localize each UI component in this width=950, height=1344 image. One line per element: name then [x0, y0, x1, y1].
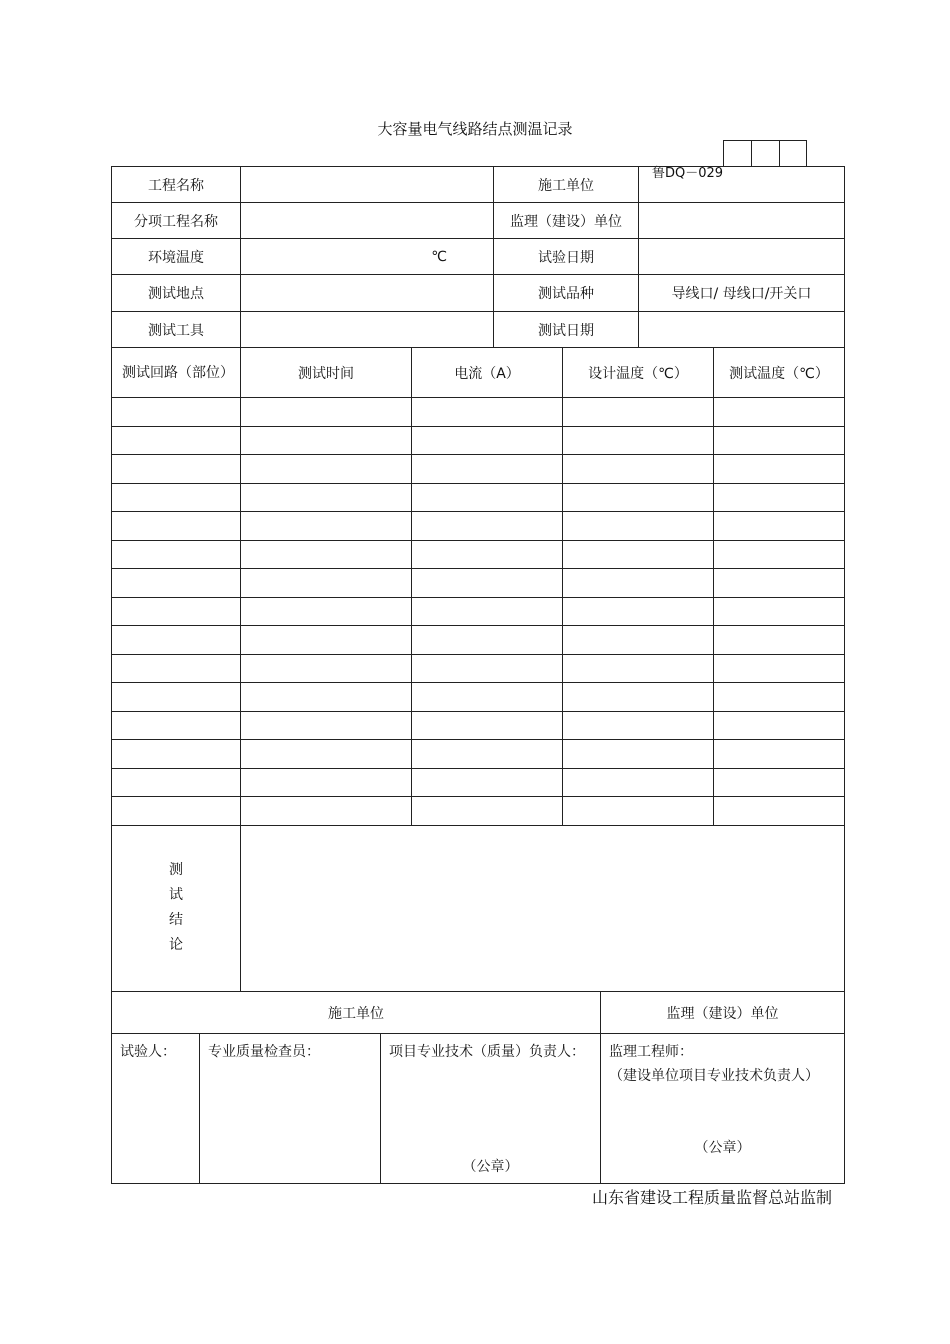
table-cell[interactable]	[563, 626, 714, 655]
table-cell[interactable]	[563, 455, 714, 484]
form-code: 鲁DQ－029	[652, 166, 724, 181]
table-cell[interactable]	[412, 512, 563, 541]
table-cell[interactable]	[412, 426, 563, 455]
table-cell[interactable]	[412, 797, 563, 826]
table-cell[interactable]	[112, 597, 241, 626]
table-cell[interactable]	[714, 483, 845, 512]
table-row	[112, 597, 845, 626]
table-cell[interactable]	[112, 455, 241, 484]
supervision-unit-label: 监理（建设）单位	[494, 203, 639, 239]
table-cell[interactable]	[412, 540, 563, 569]
table-cell[interactable]	[714, 426, 845, 455]
table-row	[112, 512, 845, 541]
table-cell[interactable]	[412, 768, 563, 797]
table-cell[interactable]	[241, 768, 412, 797]
table-row	[112, 455, 845, 484]
test-date-label: 试验日期	[494, 239, 639, 275]
table-cell[interactable]	[112, 740, 241, 769]
table-row	[112, 711, 845, 740]
table-row	[112, 683, 845, 712]
table-cell[interactable]	[241, 597, 412, 626]
supervisor-sign-field[interactable]: 监理工程师： （建设单位项目专业技术负责人） （公章）	[601, 1034, 845, 1184]
table-row	[112, 426, 845, 455]
table-cell[interactable]	[241, 797, 412, 826]
table-cell[interactable]	[714, 398, 845, 427]
table-cell[interactable]	[412, 626, 563, 655]
table-cell[interactable]	[241, 512, 412, 541]
table-row	[112, 797, 845, 826]
table-cell[interactable]	[112, 654, 241, 683]
project-name-label: 工程名称	[112, 167, 241, 203]
measure-date-label: 测试日期	[494, 312, 639, 348]
table-cell[interactable]	[563, 398, 714, 427]
table-cell[interactable]	[714, 768, 845, 797]
measure-date-field[interactable]	[639, 312, 845, 348]
table-cell[interactable]	[563, 683, 714, 712]
col-header-current: 电流（A）	[412, 348, 563, 398]
subproject-label: 分项工程名称	[112, 203, 241, 239]
test-type-value[interactable]: 导线口/ 母线口/开关口	[639, 275, 845, 312]
table-cell[interactable]	[112, 569, 241, 598]
table-row	[112, 768, 845, 797]
table-cell[interactable]	[563, 654, 714, 683]
subproject-field[interactable]	[241, 203, 494, 239]
table-cell[interactable]	[241, 398, 412, 427]
seal-left: （公章）	[462, 1159, 519, 1175]
table-cell[interactable]	[241, 740, 412, 769]
ambient-temp-label: 环境温度	[112, 239, 241, 275]
table-cell[interactable]	[241, 483, 412, 512]
supervision-unit-field[interactable]	[639, 203, 845, 239]
table-cell[interactable]	[563, 483, 714, 512]
table-cell[interactable]	[112, 540, 241, 569]
table-cell[interactable]	[241, 426, 412, 455]
test-tool-label: 测试工具	[112, 312, 241, 348]
table-cell[interactable]	[241, 654, 412, 683]
table-cell[interactable]	[563, 768, 714, 797]
conclusion-label: 测 试 结 论	[112, 825, 241, 991]
table-cell[interactable]	[412, 455, 563, 484]
table-cell[interactable]	[412, 569, 563, 598]
table-cell[interactable]	[112, 711, 241, 740]
table-row	[112, 740, 845, 769]
table-cell[interactable]	[241, 683, 412, 712]
table-cell[interactable]	[241, 626, 412, 655]
table-row	[112, 569, 845, 598]
table-row	[112, 398, 845, 427]
construction-unit-label: 施工单位	[494, 167, 639, 203]
test-location-label: 测试地点	[112, 275, 241, 312]
table-cell[interactable]	[714, 597, 845, 626]
qc-inspector-sign-field[interactable]: 专业质量检查员：	[200, 1034, 381, 1184]
table-cell[interactable]	[241, 455, 412, 484]
header-table	[111, 166, 845, 348]
table-cell[interactable]	[563, 597, 714, 626]
table-cell[interactable]	[112, 398, 241, 427]
sign-construction-unit: 施工单位	[112, 992, 601, 1034]
test-type-label: 测试品种	[494, 275, 639, 312]
code-boxes	[723, 140, 807, 167]
table-cell[interactable]	[112, 426, 241, 455]
table-row	[112, 483, 845, 512]
table-cell[interactable]	[412, 398, 563, 427]
table-cell[interactable]	[714, 540, 845, 569]
conclusion-field[interactable]	[241, 825, 845, 991]
col-header-measured-temp: 测试温度（℃）	[714, 348, 845, 398]
table-cell[interactable]	[412, 683, 563, 712]
table-cell[interactable]	[714, 683, 845, 712]
table-cell[interactable]	[714, 654, 845, 683]
table-cell[interactable]	[412, 483, 563, 512]
table-cell[interactable]	[714, 512, 845, 541]
test-date-field[interactable]	[639, 239, 845, 275]
test-tool-field[interactable]	[241, 312, 494, 348]
measurement-table	[111, 347, 845, 992]
table-cell[interactable]	[112, 797, 241, 826]
table-cell[interactable]	[714, 569, 845, 598]
project-name-field[interactable]	[241, 167, 494, 203]
table-cell[interactable]	[714, 711, 845, 740]
table-cell[interactable]	[714, 740, 845, 769]
table-cell[interactable]	[412, 740, 563, 769]
celsius-unit: ℃	[431, 248, 447, 265]
table-cell[interactable]	[714, 626, 845, 655]
table-cell[interactable]	[112, 483, 241, 512]
table-row	[112, 626, 845, 655]
table-row	[112, 540, 845, 569]
table-cell[interactable]	[241, 711, 412, 740]
table-cell[interactable]	[563, 711, 714, 740]
table-cell[interactable]	[563, 797, 714, 826]
table-cell[interactable]	[563, 740, 714, 769]
table-cell[interactable]	[412, 654, 563, 683]
tester-sign-field[interactable]: 试验人：	[112, 1034, 200, 1184]
signature-table	[111, 991, 845, 1184]
form-title: 大容量电气线路结点测温记录	[377, 120, 573, 138]
table-cell[interactable]	[714, 797, 845, 826]
table-cell[interactable]	[563, 426, 714, 455]
table-cell[interactable]	[563, 569, 714, 598]
table-cell[interactable]	[563, 512, 714, 541]
table-cell[interactable]	[112, 683, 241, 712]
table-cell[interactable]	[241, 540, 412, 569]
ambient-temp-field[interactable]	[241, 239, 494, 275]
table-cell[interactable]	[714, 455, 845, 484]
col-header-circuit: 测试回路（部位）	[112, 348, 241, 398]
table-cell[interactable]	[112, 768, 241, 797]
table-cell[interactable]	[563, 540, 714, 569]
table-cell[interactable]	[412, 597, 563, 626]
table-row	[112, 654, 845, 683]
seal-right: （公章）	[694, 1140, 751, 1156]
construction-unit-field[interactable]	[639, 167, 845, 203]
tech-lead-sign-field[interactable]: 项目专业技术（质量）负责人： （公章）	[381, 1034, 601, 1184]
footer-issuer: 山东省建设工程质量监督总站监制	[592, 1188, 833, 1207]
col-header-design-temp: 设计温度（℃）	[563, 348, 714, 398]
table-cell[interactable]	[412, 711, 563, 740]
table-cell[interactable]	[241, 569, 412, 598]
table-cell[interactable]	[112, 626, 241, 655]
col-header-time: 测试时间	[241, 348, 412, 398]
table-cell[interactable]	[112, 512, 241, 541]
test-location-field[interactable]	[241, 275, 494, 312]
sign-supervision-unit: 监理（建设）单位	[601, 992, 845, 1034]
